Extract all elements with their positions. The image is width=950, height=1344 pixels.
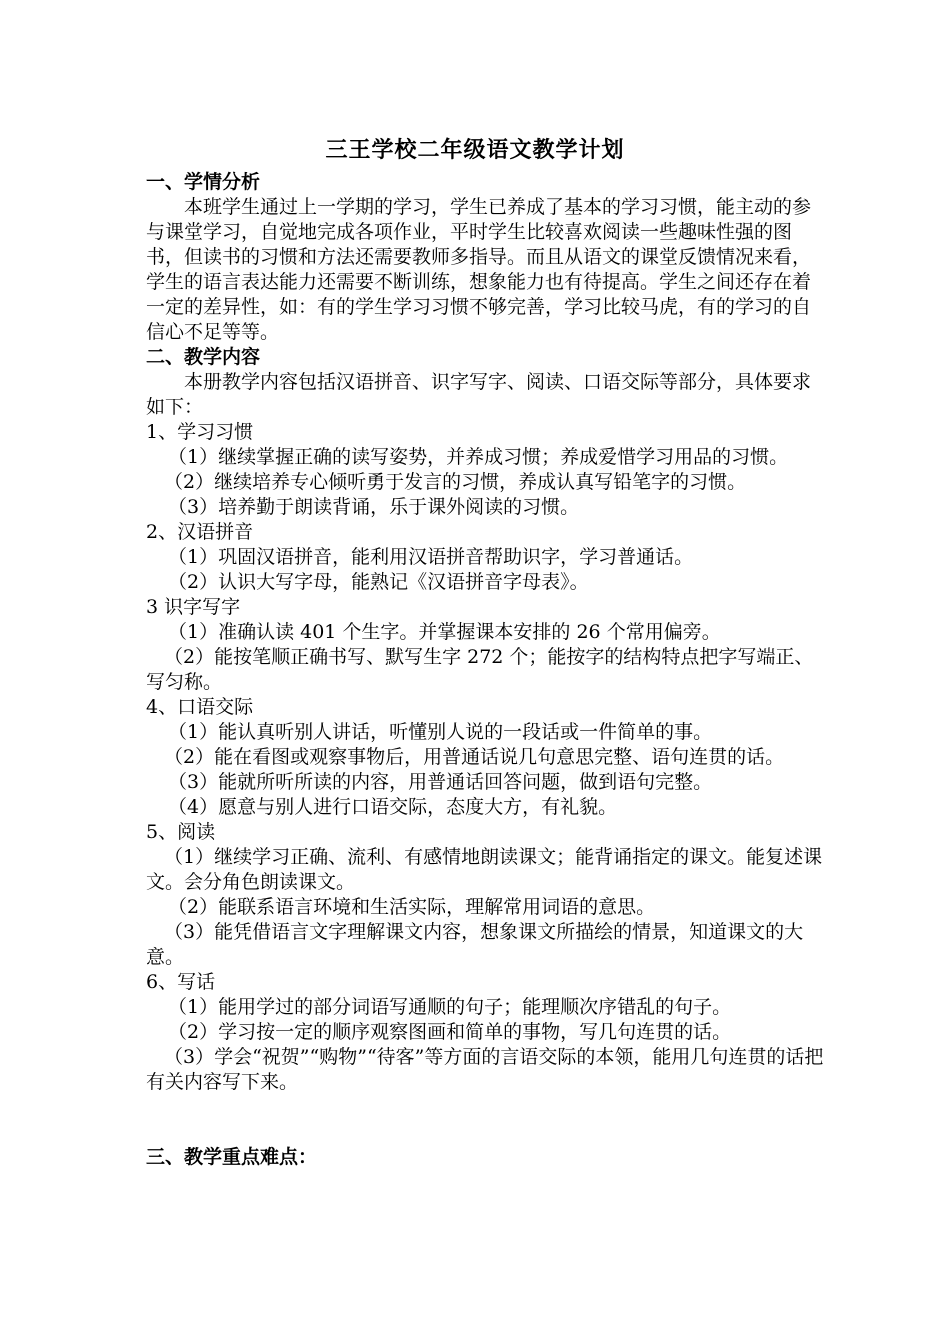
section-heading-3: 三、教学重点难点： — [146, 1146, 318, 1168]
spacer — [146, 1095, 826, 1145]
list-item: （2）能联系语言环境和生活实际，理解常用词语的意思。 — [168, 896, 656, 918]
document-body — [146, 170, 826, 1170]
section-heading-2: 二、教学内容 — [146, 346, 261, 368]
list-item: （3）能就所听所读的内容，用普通话回答问题，做到语句完整。 — [168, 771, 713, 793]
list-item: （1）继续学习正确、流利、有感情地朗读课文；能背诵指定的课文。能复述课文。会分角色朗读课文。 — [146, 846, 823, 893]
list-item: （1）能认真听别人讲话，听懂别人说的一段话或一件简单的事。 — [168, 721, 713, 743]
list-item: （1）巩固汉语拼音，能利用汉语拼音帮助识字，学习普通话。 — [168, 546, 694, 568]
subsection-title-6: 6、写话 — [146, 971, 216, 993]
list-item: （3）学会“祝贺”“购物”“待客”等方面的言语交际的本领，能用几句连贯的话把有关内容写下来。 — [146, 1046, 824, 1093]
subsection-title-4: 4、口语交际 — [146, 696, 254, 718]
list-item: （1）能用学过的部分词语写通顺的句子；能理顺次序错乱的句子。 — [168, 996, 732, 1018]
list-item: （2）学习按一定的顺序观察图画和简单的事物，写几句连贯的话。 — [168, 1021, 732, 1043]
list-item: （1）继续掌握正确的读写姿势，并养成习惯；养成爱惜学习用品的习惯。 — [168, 446, 789, 468]
list-item: （4）愿意与别人进行口语交际，态度大方，有礼貌。 — [168, 796, 618, 818]
subsection-title-1: 1、学习习惯 — [146, 421, 254, 443]
list-item: （2）继续培养专心倾听勇于发言的习惯，养成认真写铅笔字的习惯。 — [164, 471, 747, 493]
subsection-title-5: 5、阅读 — [146, 821, 216, 843]
section-paragraph-1: 本班学生通过上一学期的学习，学生已养成了基本的学习习惯，能主动的参与课堂学习，自觉地完成各项作业，平时学生比较喜欢阅读一些趣味性强的图书，但读书的习惯和方法还需要教师多指导。而且从语文的课堂反馈情况来看，学生的语言表达能力还需要不断训练，想象能力也有待提高。学生之间还存在着一定的差异性，如：有的学生学习习惯不够完善，学习比较马虎，有的学习的自信心不足等等。 — [146, 196, 812, 343]
list-item: （2）认识大写字母，能熟记《汉语拼音字母表》。 — [168, 571, 589, 593]
document-title: 三王学校二年级语文教学计划 — [325, 137, 625, 163]
list-item: （3）能凭借语言文字理解课文内容，想象课文所描绘的情景，知道课文的大意。 — [146, 921, 804, 968]
section-intro-2: 本册教学内容包括汉语拼音、识字写字、阅读、口语交际等部分，具体要求如下： — [146, 371, 812, 418]
list-item: （3）培养勤于朗读背诵，乐于课外阅读的习惯。 — [168, 496, 580, 518]
section-heading-1: 一、学情分析 — [146, 171, 261, 193]
subsection-title-2: 2、汉语拼音 — [146, 521, 254, 543]
subsection-title-3: 3 识字写字 — [146, 596, 241, 618]
list-item: （1）准确认读 401 个生字。并掌握课本安排的 26 个常用偏旁。 — [168, 621, 721, 643]
list-item: （2）能在看图或观察事物后，用普通话说几句意思完整、语句连贯的话。 — [164, 746, 785, 768]
list-item: （2）能按笔顺正确书写、默写生字 272 个；能按字的结构特点把字写端正、写匀称。 — [146, 646, 814, 693]
